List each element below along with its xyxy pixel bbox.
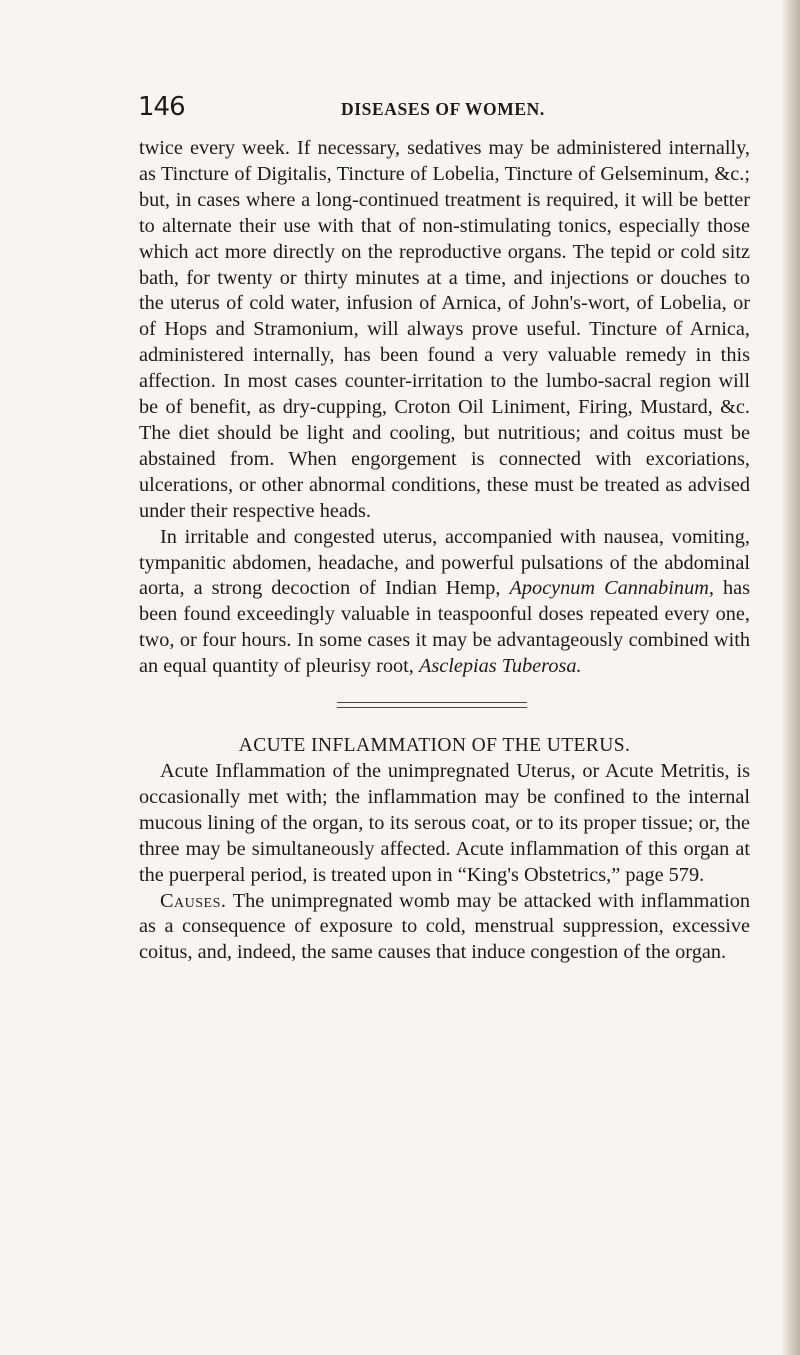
latin-name-apocynum: Apocynum Cannabinum, (509, 577, 714, 600)
page-header (138, 92, 738, 132)
paragraph-text: has been found exceedingly valuable in teaspoonful doses repeated every one, two, or four hours. In some cases it may be advantageously combined with an equal quantity of pleurisy root, (139, 577, 750, 678)
body-text (139, 136, 750, 966)
paragraph-irritable-uterus (139, 525, 750, 680)
paragraph-continued: twice every week. If necessary, sedatives may be administered internally, as Tincture of Digitalis, Tincture of Lobelia, Tincture of Gelseminum, &c.; but, in cases where a long-continued treatment is required, it will be better to alternate their use with that of non-stimulating tonics, especially those which act more directly on the reproductive organs. The tepid or cold sitz bath, for twenty or thirty minutes at a time, and injections or douches to the uterus of cold water, infusion of Arnica, of John's-wort, of Lobelia, or of Hops and Stramonium, will always prove useful. Tincture of Arnica, administered internally, has been found a very valuable remedy in this affection. In most cases counter-irritation to the lumbo-sacral region will be of benefit, as dry-cupping, Croton Oil Liniment, Firing, Mustard, &c. The diet should be light and cooling, but nutritious; and coitus must be abstained from. When engorgement is connected with excoriations, ulcerations, or other abnormal conditions, these must be treated as advised under their respective heads. (139, 137, 750, 522)
latin-name-asclepias: Asclepias Tuberosa. (418, 655, 582, 678)
running-head: DISEASES OF WOMEN. (341, 99, 545, 119)
page-number: 146 (138, 92, 185, 122)
page-edge-shadow (782, 0, 800, 1355)
paragraph-acute-metritis: Acute Inflammation of the unimpregnated Uterus, or Acute Metritis, is occasionally met with; the inflammation may be confined to the internal mucous lining of the organ, to its serous coat, or to its proper tissue; or, the three may be simultaneously affected. Acute inflammation of this organ at the puerperal period, is treated upon in “King's Obstetrics,” page 579. (139, 760, 750, 886)
paragraph-text: In irritable and congested uterus, accompanied with nausea, vomiting, tympanitic abdomen, headache, and powerful pulsations of the abdominal aorta, a strong decoction of Indian Hemp, (139, 525, 750, 600)
causes-label: Causes. (160, 889, 227, 912)
divider-line (337, 707, 527, 708)
paragraph-text: The unimpregnated womb may be attacked with inflammation as a consequence of exposure to cold, menstrual suppression, excessive coitus, and, indeed, the same causes that induce congestion of the organ. (139, 889, 750, 964)
section-heading: ACUTE INFLAMMATION OF THE UTERUS. (238, 735, 631, 757)
paragraph-causes (139, 889, 750, 967)
divider-line (337, 702, 527, 703)
section-divider (139, 680, 750, 733)
